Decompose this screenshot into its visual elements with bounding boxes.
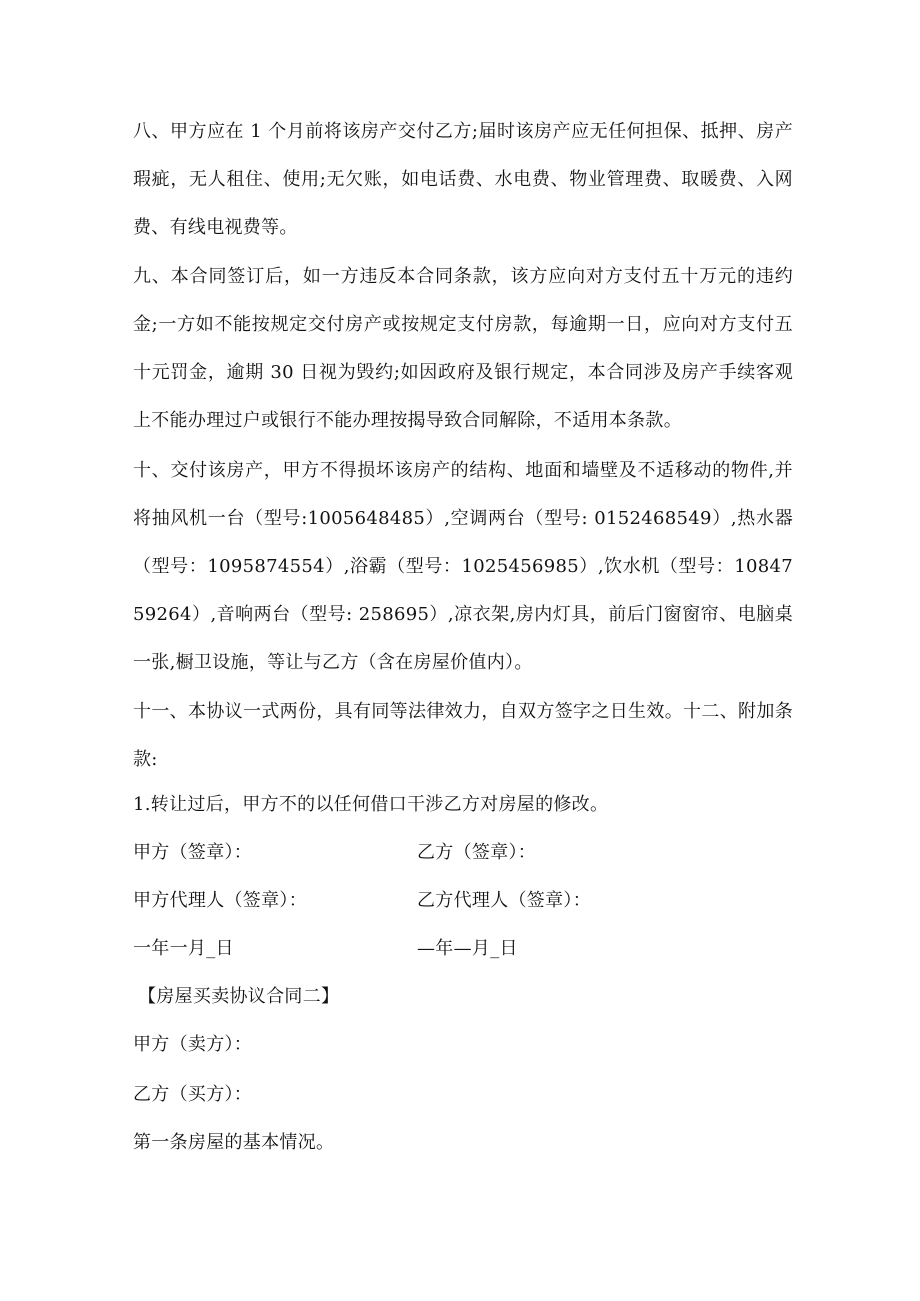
party-b-signature-label: 乙方（签章）： [417,842,537,863]
clause-10-paragraph: 十、交付该房产，甲方不得损坏该房产的结构、地面和墙壁及不适移动的物件,并将抽风机一台（型号:1005648485）,空调两台（型号: 0152468549）,热水器（型号：1095874554）,浴霸（型号：1025456985）,饮水机（型号：1084759264）,音响两台（型号: 258695）,凉衣架,房内灯具，前后门窗窗帘、电脑桌一张,橱卫设施，等让与乙方（含在房屋价值内）。 [133,460,793,673]
signature-row [133,829,793,877]
party-a-agent-signature-label: 甲方代理人（签章）： [133,890,307,911]
contract-two-title: 【房屋买卖协议合同二】 [138,986,340,1007]
clause-11-paragraph: 十一、本协议一式两份，具有同等法律效力，自双方签字之日生效。十二、附加条款: [133,701,793,770]
agent-signature-row [133,877,793,925]
seller-label: 甲方（卖方）： [133,1034,253,1055]
clause-8-paragraph: 八、甲方应在 1 个月前将该房产交付乙方;届时该房产应无任何担保、抵押、房产瑕疵，无人租住、使用;无欠账，如电话费、水电费、物业管理费、取暖费、入网费、有线电视费等。 [133,121,793,238]
buyer-label: 乙方（买方）： [133,1084,253,1105]
clause-12-item-1: 1.转让过后，甲方不的以任何借口干涉乙方对房屋的修改。 [133,794,609,815]
party-b-date-label: —年—月_日 [417,938,518,959]
date-row [133,925,793,973]
party-a-signature-label: 甲方（签章）： [133,842,253,863]
party-b-agent-signature-label: 乙方代理人（签章）： [417,890,591,911]
article-1-heading: 第一条房屋的基本情况。 [133,1132,335,1153]
party-a-date-label: 一年一月_日 [133,938,234,959]
clause-9-paragraph: 九、本合同签订后，如一方违反本合同条款，该方应向对方支付五十万元的违约金;一方如不能按规定交付房产或按规定支付房款，每逾期一日，应向对方支付五十元罚金，逾期 30 日视为毁约;如因政府及银行规定，本合同涉及房产手续客观上不能办理过户或银行不能办理按揭导致合同解除，不适用本条款。 [133,266,793,431]
